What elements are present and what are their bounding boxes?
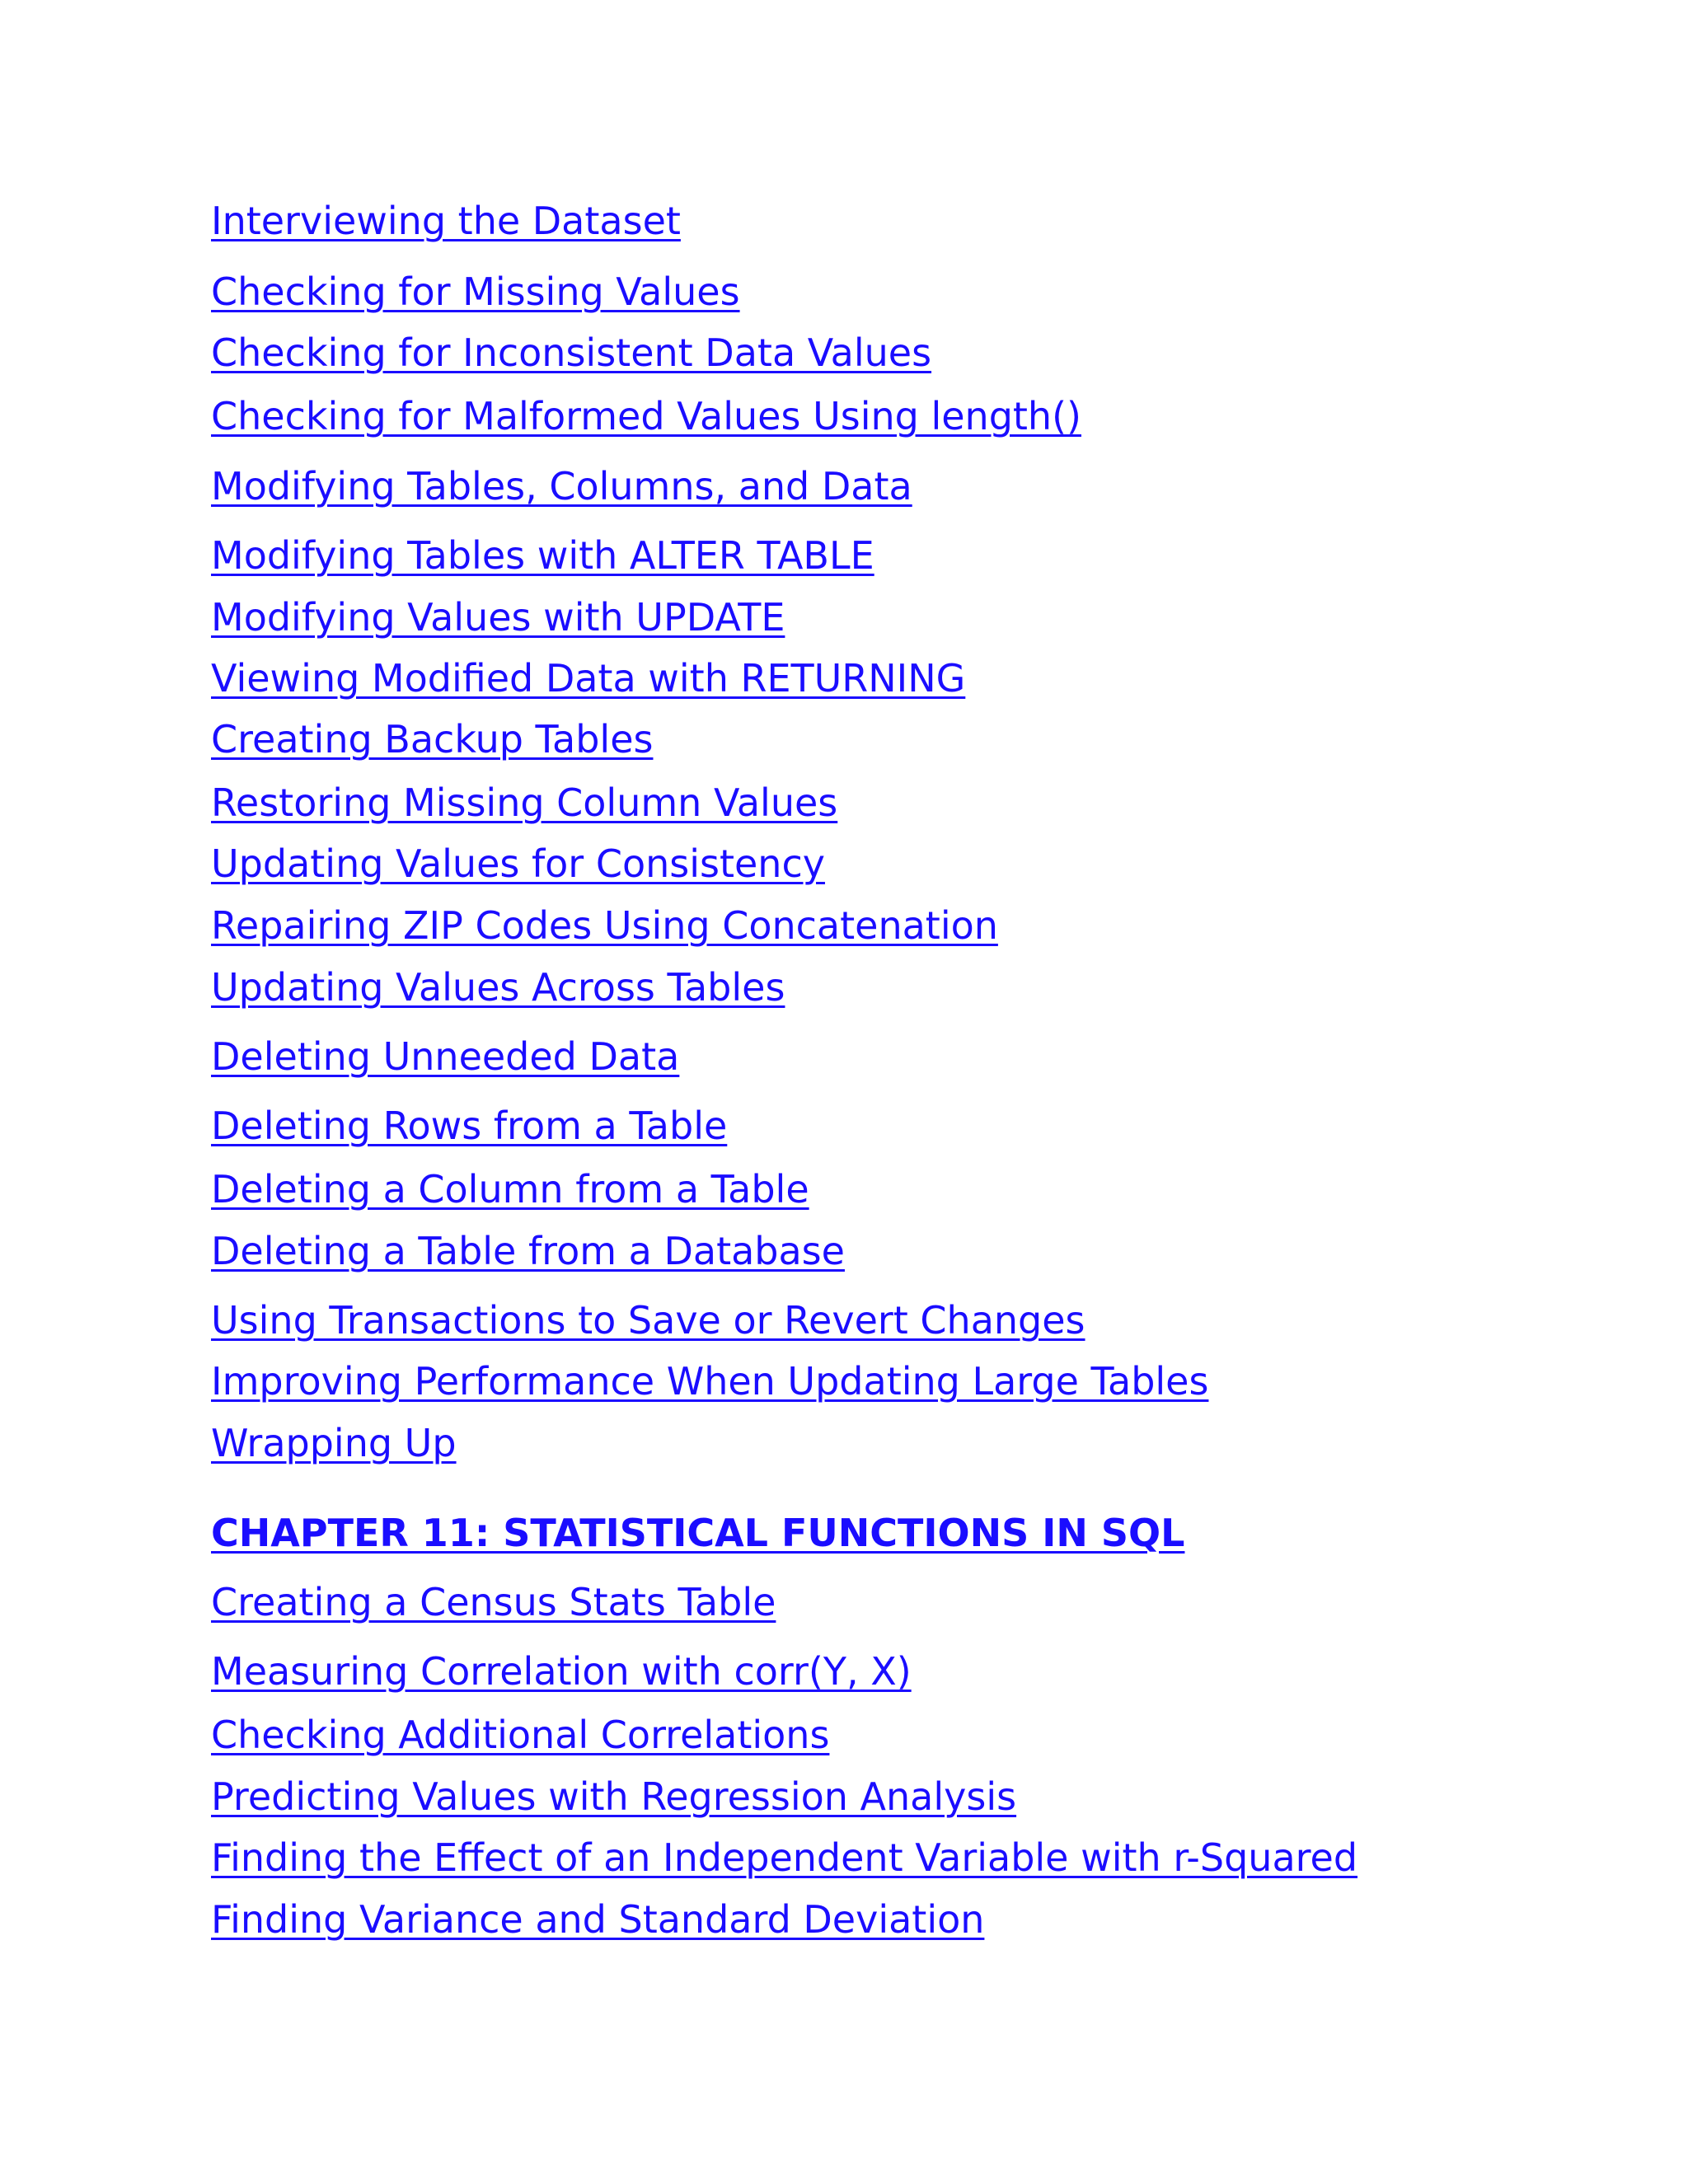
- toc-link-viewing-modified-data-with-returning[interactable]: Viewing Modified Data with RETURNING: [211, 656, 966, 701]
- toc-link-checking-for-inconsistent-data-values[interactable]: Checking for Inconsistent Data Values: [211, 330, 932, 375]
- toc-link-deleting-a-column-from-a-table[interactable]: Deleting a Column from a Table: [211, 1167, 809, 1212]
- toc-link-finding-variance-and-std-dev[interactable]: Finding Variance and Standard Deviation: [211, 1897, 985, 1942]
- toc-link-chapter-11[interactable]: CHAPTER 11: STATISTICAL FUNCTIONS IN SQL: [211, 1511, 1185, 1555]
- toc-link-repairing-zip-codes[interactable]: Repairing ZIP Codes Using Concatenation: [211, 903, 998, 948]
- toc-link-updating-values-across-tables[interactable]: Updating Values Across Tables: [211, 965, 785, 1010]
- toc-link-checking-additional-correlations[interactable]: Checking Additional Correlations: [211, 1713, 830, 1757]
- toc-link-restoring-missing-column-values[interactable]: Restoring Missing Column Values: [211, 780, 838, 825]
- toc-link-modifying-values-with-update[interactable]: Modifying Values with UPDATE: [211, 595, 785, 640]
- toc-link-improving-performance[interactable]: Improving Performance When Updating Large Tables: [211, 1359, 1209, 1404]
- toc-link-creating-a-census-stats-table[interactable]: Creating a Census Stats Table: [211, 1580, 776, 1624]
- toc-link-deleting-unneeded-data[interactable]: Deleting Unneeded Data: [211, 1034, 680, 1079]
- toc-link-updating-values-for-consistency[interactable]: Updating Values for Consistency: [211, 841, 825, 886]
- toc-link-deleting-a-table-from-a-database[interactable]: Deleting a Table from a Database: [211, 1229, 845, 1273]
- toc-link-modifying-tables-with-alter-table[interactable]: Modifying Tables with ALTER TABLE: [211, 533, 874, 578]
- toc-link-measuring-correlation[interactable]: Measuring Correlation with corr(Y, X): [211, 1649, 912, 1694]
- toc-link-checking-for-missing-values[interactable]: Checking for Missing Values: [211, 269, 740, 314]
- toc-link-using-transactions[interactable]: Using Transactions to Save or Revert Changes: [211, 1298, 1085, 1343]
- toc-link-deleting-rows-from-a-table[interactable]: Deleting Rows from a Table: [211, 1104, 728, 1148]
- toc-link-wrapping-up[interactable]: Wrapping Up: [211, 1421, 457, 1465]
- toc-link-creating-backup-tables[interactable]: Creating Backup Tables: [211, 717, 654, 762]
- toc-link-modifying-tables-columns-and-data[interactable]: Modifying Tables, Columns, and Data: [211, 464, 912, 509]
- toc-link-checking-for-malformed-values[interactable]: Checking for Malformed Values Using length(): [211, 394, 1081, 438]
- toc-link-predicting-values-with-regression[interactable]: Predicting Values with Regression Analysis: [211, 1774, 1017, 1819]
- toc-link-interviewing-the-dataset[interactable]: Interviewing the Dataset: [211, 199, 681, 243]
- toc-link-finding-effect-r-squared[interactable]: Finding the Effect of an Independent Variable with r-Squared: [211, 1835, 1358, 1880]
